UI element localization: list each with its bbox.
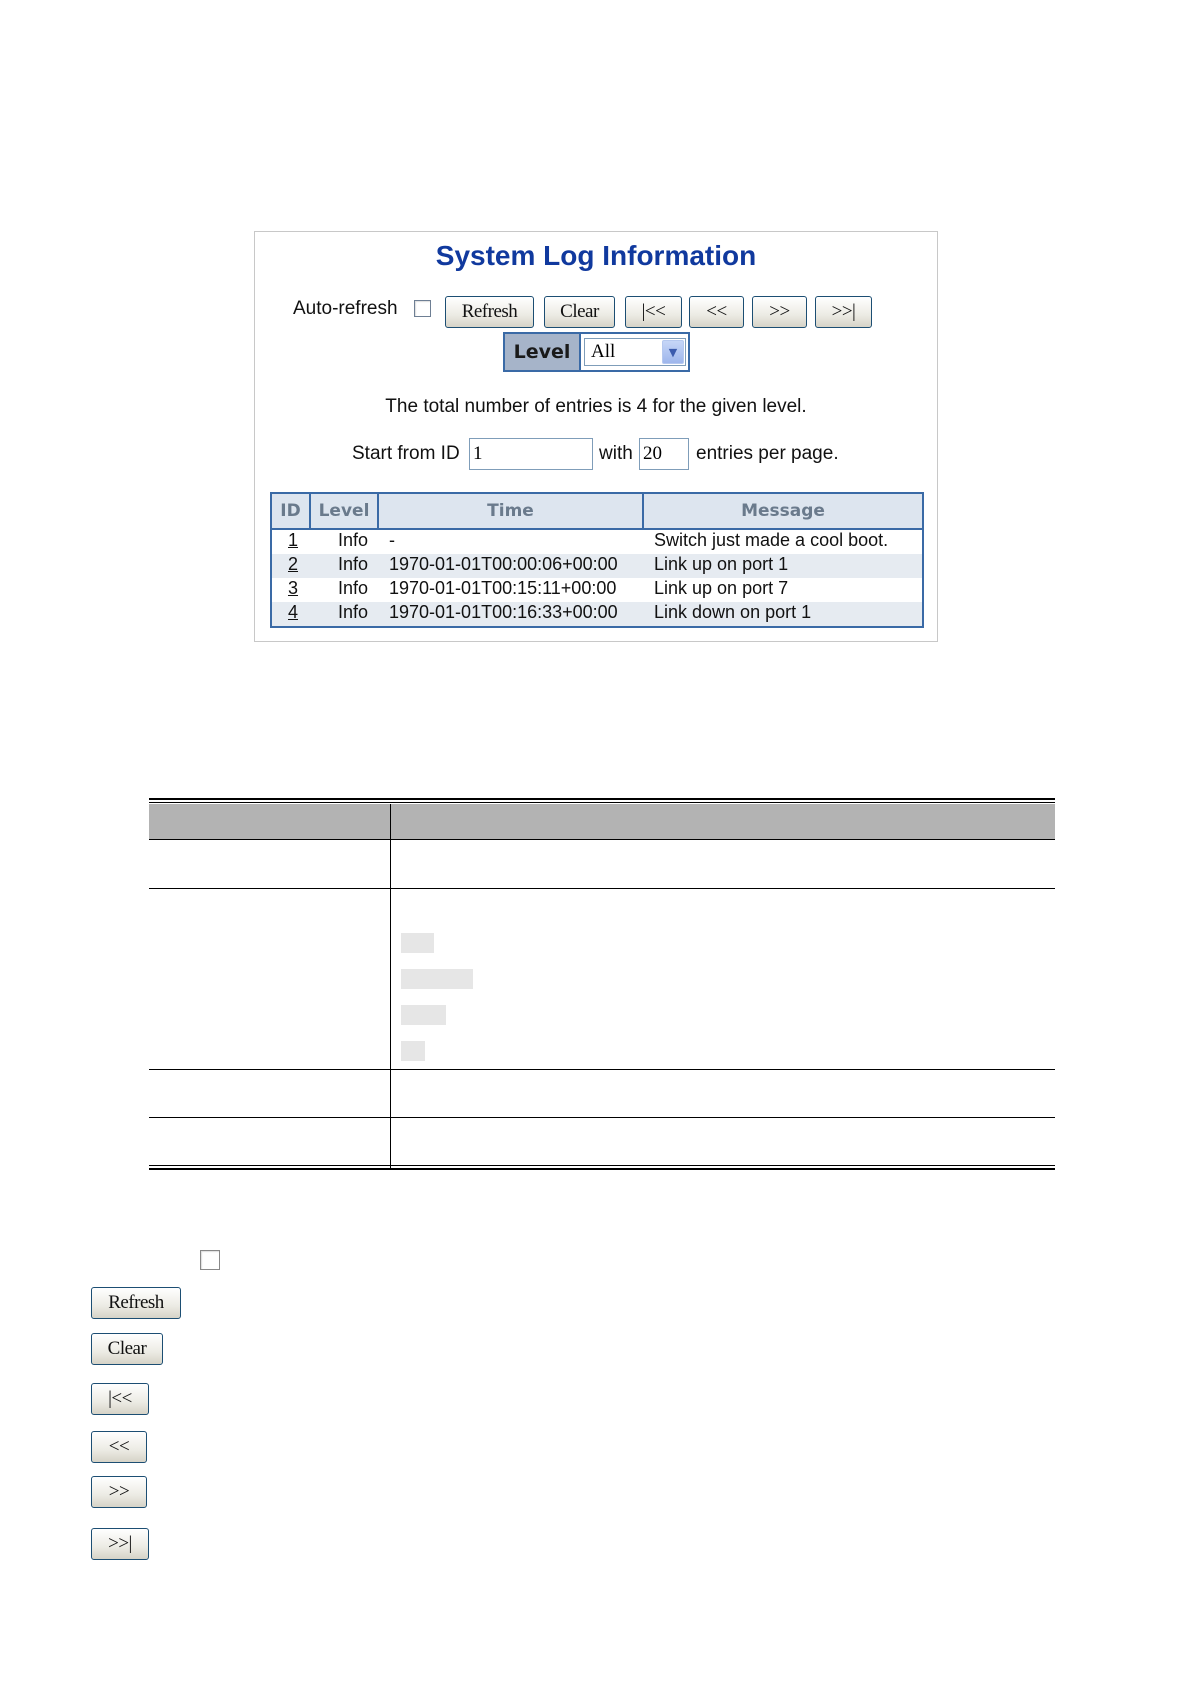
auto-refresh-checkbox-sample[interactable] [200, 1250, 220, 1270]
parameter-table [149, 798, 1055, 1170]
previous-page-button[interactable]: << [689, 296, 744, 328]
log-time: 1970-01-01T00:16:33+00:00 [389, 602, 618, 622]
row-divider [149, 839, 1055, 840]
log-level: Info [338, 530, 369, 550]
row-divider [149, 1117, 1055, 1118]
next-page-button[interactable]: >> [752, 296, 807, 328]
highlight-swatch [401, 1041, 425, 1061]
table-row [272, 602, 922, 626]
entries-per-page-label: entries per page. [696, 443, 839, 464]
previous-page-button-sample[interactable]: << [91, 1431, 147, 1463]
log-level: Info [338, 554, 369, 574]
level-filter [503, 332, 690, 372]
column-divider [390, 804, 391, 1170]
auto-refresh-label: Auto-refresh [293, 298, 398, 319]
refresh-button[interactable]: Refresh [445, 296, 534, 328]
table-bottom-rule-thin [149, 1165, 1055, 1166]
log-level: Info [338, 578, 369, 598]
log-message: Link up on port 1 [654, 554, 789, 574]
log-table [270, 492, 924, 628]
level-label: Level [505, 334, 581, 370]
last-page-button-sample[interactable]: >>| [91, 1528, 149, 1560]
row-divider [149, 1069, 1055, 1070]
last-page-button[interactable]: >>| [815, 296, 872, 328]
level-select-value: All [591, 341, 616, 362]
first-page-button-sample[interactable]: |<< [91, 1383, 149, 1415]
start-id-input[interactable] [469, 438, 593, 470]
refresh-button-sample[interactable]: Refresh [91, 1287, 181, 1319]
column-header-id: ID [272, 494, 311, 528]
start-from-label: Start from ID [352, 443, 460, 464]
log-message: Link down on port 1 [654, 602, 812, 622]
entries-per-page-input[interactable] [639, 438, 689, 470]
first-page-button[interactable]: |<< [625, 296, 682, 328]
next-page-button-sample[interactable]: >> [91, 1476, 147, 1508]
log-level: Info [338, 602, 369, 622]
level-select[interactable] [584, 338, 686, 366]
auto-refresh-checkbox[interactable] [414, 300, 431, 317]
log-time: 1970-01-01T00:15:11+00:00 [389, 578, 617, 598]
system-log-panel [254, 231, 938, 642]
log-id-link[interactable]: 4 [288, 602, 299, 622]
column-header-time: Time [379, 494, 644, 528]
clear-button-sample[interactable]: Clear [91, 1333, 163, 1365]
with-label: with [599, 443, 633, 464]
log-id-link[interactable]: 2 [288, 554, 299, 574]
highlight-swatch [401, 1005, 446, 1025]
chevron-down-icon[interactable]: ▼ [662, 340, 684, 364]
clear-button[interactable]: Clear [544, 296, 615, 328]
table-top-rule [149, 798, 1055, 800]
panel-title: System Log Information [435, 240, 757, 271]
column-header-message: Message [741, 501, 825, 521]
log-message: Switch just made a cool boot. [654, 530, 889, 550]
log-time: - [389, 530, 395, 550]
parameter-table-header [149, 804, 1055, 839]
table-bottom-rule [149, 1168, 1055, 1170]
table-row [272, 578, 922, 602]
column-header-level: Level [311, 494, 379, 528]
total-entries-text: The total number of entries is 4 for the given level. [385, 396, 807, 417]
row-divider [149, 888, 1055, 889]
log-id-link[interactable]: 3 [288, 578, 299, 598]
table-row [272, 554, 922, 578]
log-time: 1970-01-01T00:00:06+00:00 [389, 554, 618, 574]
log-table-header [272, 494, 922, 530]
highlight-swatch [401, 969, 473, 989]
table-top-rule-thin [149, 802, 1055, 803]
log-id-link[interactable]: 1 [288, 530, 299, 550]
table-row [272, 530, 922, 554]
highlight-swatch [401, 933, 434, 953]
log-message: Link up on port 7 [654, 578, 789, 598]
